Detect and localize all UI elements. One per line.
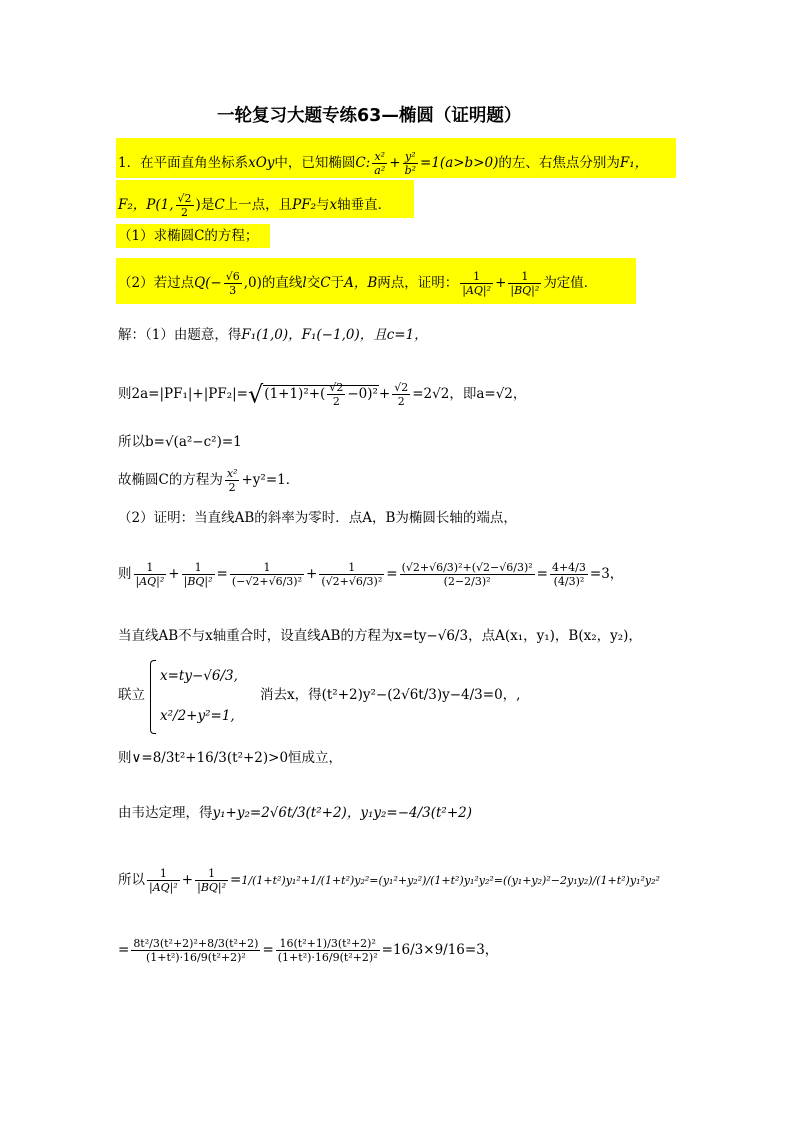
problem-var: xOy <box>248 155 275 171</box>
denominator: |BQ|² <box>197 881 227 894</box>
problem-var: A， <box>344 275 368 291</box>
sqrt-body <box>263 381 379 408</box>
system-brace <box>150 660 156 734</box>
sqrt-sign: √ <box>248 380 264 409</box>
solution-line-6 <box>118 562 623 587</box>
problem-text: 的左、右焦点分别为 <box>498 155 620 171</box>
numerator: 1 <box>182 562 215 575</box>
numerator: 1 <box>319 562 384 575</box>
solution-text: 则 <box>118 566 132 582</box>
solution-line-8-label: 联立 <box>118 687 145 703</box>
solution-math: F₁(1,0)，F₁(−1,0)，且c=1， <box>241 327 428 343</box>
fraction <box>403 151 418 176</box>
denominator: |BQ|² <box>510 284 540 297</box>
denominator: 2 <box>228 481 236 494</box>
solution-text: 由韦达定理，得 <box>118 805 213 821</box>
problem-var: x <box>329 197 338 213</box>
solution-text: 解：（1）由题意，得 <box>118 327 242 343</box>
problem-text: ) <box>195 197 201 213</box>
denominator: (2−2/3)² <box>443 575 491 588</box>
numerator: 1 <box>230 562 304 575</box>
fraction <box>372 151 387 176</box>
problem-text: 是 <box>200 197 215 213</box>
system-eq-1: x=ty−√6/3, <box>160 668 238 684</box>
problem-var: C <box>320 275 331 291</box>
operator: = <box>118 942 130 958</box>
solution-line-1 <box>118 329 428 343</box>
term: 8t²/3(t²+2)² <box>133 937 198 950</box>
numerator: y² <box>403 151 418 164</box>
problem-var: P(1, <box>146 197 174 213</box>
fraction <box>134 562 167 587</box>
numerator: x² <box>372 151 387 164</box>
problem-var: Q(− <box>194 275 222 291</box>
problem-text: 为定值． <box>543 275 598 291</box>
solution-line-2 <box>118 382 526 407</box>
problem-line-1 <box>118 151 648 176</box>
numerator: 1 <box>147 868 180 881</box>
problem-var: PF₂ <box>292 197 317 213</box>
fraction <box>131 938 260 963</box>
numerator: √2 <box>329 381 344 394</box>
solution-math: −0)² <box>347 386 378 402</box>
operator: + <box>168 566 180 582</box>
numerator: x² <box>226 467 238 480</box>
numerator: √2 <box>177 192 192 205</box>
fraction <box>195 868 228 893</box>
solution-line-7: 当直线AB不与x轴重合时，设直线AB的方程为x=ty−√6/3，点A(x₁，y₁)，B(x₂，y₂)， <box>118 628 642 644</box>
solution-line-4 <box>118 468 299 493</box>
problem-var: l <box>302 275 307 291</box>
denominator: a² <box>374 164 386 177</box>
denominator: 3 <box>229 284 237 297</box>
fraction <box>319 562 384 587</box>
solution-math: =2√2，即a=√2， <box>412 386 527 402</box>
problem-text: ,0) <box>243 275 262 291</box>
denominator: 2 <box>397 395 405 408</box>
operator: = <box>262 942 274 958</box>
denominator: 2 <box>332 395 340 408</box>
solution-line-3: 所以b=√(a²−c²)=1 <box>118 434 242 450</box>
operator: = <box>216 566 228 582</box>
fraction <box>147 868 180 893</box>
problem-text: 1．在平面直角坐标系 <box>118 155 249 171</box>
numerator: √2 <box>394 381 409 394</box>
problem-text: 交 <box>306 275 321 291</box>
fraction <box>224 271 242 296</box>
fraction <box>182 562 215 587</box>
operator: + <box>306 566 318 582</box>
denominator: (√2+√6/3)² <box>321 575 383 588</box>
solution-line-8: 消去x，得(t²+2)y²−(2√6t/3)y−4/3=0，, <box>260 687 521 703</box>
numerator: 1 <box>508 271 541 284</box>
numerator: √6 <box>225 270 240 283</box>
solution-line-9: 则∨=8/3t²+16/3(t²+2)>0恒成立， <box>118 750 343 766</box>
solution-math: y₁+y₂=2√6t/3(t²+2)，y₁y₂=−4/3(t²+2) <box>212 805 473 821</box>
fraction <box>460 271 493 296</box>
solution-line-10 <box>118 807 472 821</box>
numerator: 4+4/3 <box>551 561 586 574</box>
fraction <box>508 271 541 296</box>
fraction <box>276 938 380 963</box>
problem-var: F₂， <box>118 197 147 213</box>
operator: + <box>181 872 194 888</box>
problem-text: （2）若过点 <box>118 275 195 291</box>
denominator: |BQ|² <box>183 575 213 588</box>
operator: + <box>495 275 507 291</box>
part-1: （1）求椭圆C的方程； <box>118 228 259 244</box>
numerator <box>131 938 260 951</box>
operator: + <box>378 386 391 402</box>
numerator: (√2+√6/3)²+(√2−√6/3)² <box>401 561 533 574</box>
solution-line-12 <box>118 938 498 963</box>
problem-text: 上一点，且 <box>224 197 293 213</box>
numerator: 16(t²+1)/3(t²+2)² <box>276 938 380 951</box>
operator: = <box>536 566 548 582</box>
fraction <box>230 562 304 587</box>
term: 8/3(t²+2) <box>207 937 259 950</box>
solution-math: 则2a=|PF₁|+|PF₂|= <box>118 386 248 402</box>
solution-math: (1+1)²+( <box>264 386 326 402</box>
system-eq-2: x²/2+y²=1, <box>160 708 235 724</box>
problem-var: B <box>367 275 378 291</box>
problem-text: 两点，证明： <box>377 275 459 291</box>
problem-text: 中，已知椭圆 <box>274 155 356 171</box>
solution-line-11 <box>118 868 660 893</box>
numerator: 1 <box>134 562 167 575</box>
problem-text: 轴垂直． <box>337 197 392 213</box>
fraction <box>392 382 410 407</box>
problem-var: C: <box>355 155 371 171</box>
solution-line-5: （2）证明：当直线AB的斜率为零时．点A，B为椭圆长轴的端点， <box>118 510 517 526</box>
denominator: (1+t²)·16/9(t²+2)² <box>277 951 378 964</box>
fraction <box>225 468 240 493</box>
solution-text: 故椭圆C的方程为 <box>118 472 223 488</box>
solution-math: 1/(1+t²)y₁²+1/(1+t²)y₂²=(y₁²+y₂²)/(1+t²)y₁²y₂²=((y₁+y₂)²−2y₁y₂)/(1+t²)y₁²y₂² <box>241 874 660 887</box>
problem-text: 的直线 <box>261 275 303 291</box>
operator: + <box>389 155 401 171</box>
denominator: |AQ|² <box>135 575 165 588</box>
fraction <box>400 562 535 587</box>
fraction <box>176 193 194 218</box>
denominator: 2 <box>181 206 189 219</box>
problem-var: F₁， <box>619 155 649 171</box>
solution-math: +y²=1． <box>241 472 300 488</box>
denominator: |AQ|² <box>149 881 178 894</box>
denominator: (−√2+√6/3)² <box>231 575 303 588</box>
fraction <box>327 382 345 407</box>
problem-text: 于 <box>330 275 345 291</box>
problem-text: 与 <box>316 197 330 213</box>
operator: + <box>197 937 208 950</box>
denominator: |AQ|² <box>462 284 492 297</box>
problem-var: =1(a>b>0) <box>420 155 499 171</box>
operator: = <box>230 872 242 888</box>
numerator: 1 <box>195 868 228 881</box>
denominator: (4/3)² <box>553 575 585 588</box>
page-title: 一轮复习大题专练63—椭圆（证明题） <box>217 106 522 126</box>
denominator: (1+t²)·16/9(t²+2)² <box>145 951 246 964</box>
solution-text: 所以 <box>118 872 145 888</box>
solution-math: =3， <box>589 566 624 582</box>
problem-line-2 <box>118 193 391 218</box>
denominator: b² <box>404 164 417 177</box>
part-2 <box>118 271 597 296</box>
solution-math: =16/3×9/16=3， <box>381 942 499 958</box>
problem-var: C <box>214 197 225 213</box>
numerator: 1 <box>460 271 493 284</box>
fraction <box>550 562 588 587</box>
operator: = <box>386 566 398 582</box>
